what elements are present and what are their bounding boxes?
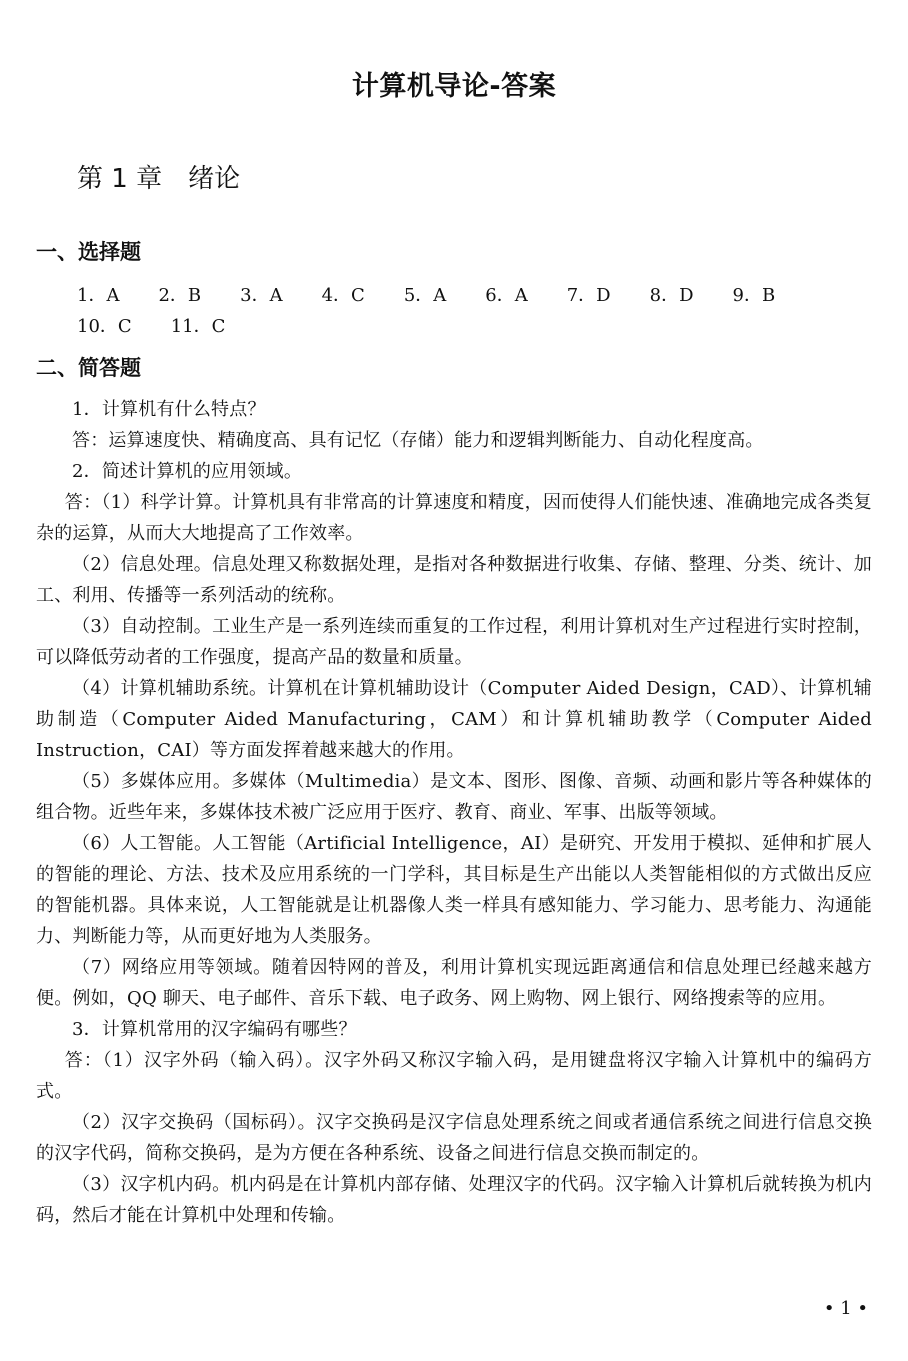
section-heading-multiple-choice: 一、选择题 [36,240,141,264]
answer-item: 8．D [649,285,694,306]
question-3: 3．计算机常用的汉字编码有哪些？ [72,1019,357,1040]
page-number: • 1 • [823,1298,868,1319]
answer-item: 1．A [77,285,120,306]
answer-item: 7．D [566,285,611,306]
answer-3-part-3: （3）汉字机内码。机内码是在计算机内部存储、处理汉字的代码。汉字输入计算机后就转换为机内码，然后才能在计算机中处理和传输。 [36,1174,872,1226]
section-heading-short-answer: 二、简答题 [36,356,141,380]
short-answer-body [36,394,872,1231]
answer-2-part-4: （4）计算机辅助系统。计算机在计算机辅助设计（Computer Aided Design，CAD）、计算机辅助制造（Computer Aided Manufacturing，CAM）和计算机辅助教学（Computer Aided Instruction，CAI）等方面发挥着越来越大的作用。 [36,678,872,761]
answer-3-part-1: 答：（1）汉字外码（输入码）。汉字外码又称汉字输入码，是用键盘将汉字输入计算机中的编码方式。 [36,1050,872,1102]
chapter-title: 第 1 章 绪论 [77,164,241,194]
question-1: 1．计算机有什么特点？ [72,399,266,420]
multiple-choice-answers [77,280,872,342]
answer-3-part-2: （2）汉字交换码（国标码）。汉字交换码是汉字信息处理系统之间或者通信系统之间进行信息交换的汉字代码，简称交换码，是为方便在各种系统、设备之间进行信息交换而制定的。 [36,1112,872,1164]
answer-item: 11．C [170,316,226,337]
question-2: 2．简述计算机的应用领域。 [72,461,303,482]
answer-row [77,280,872,311]
answer-item: 5．A [403,285,447,306]
answer-2-part-3: （3）自动控制。工业生产是一系列连续而重复的工作过程，利用计算机对生产过程进行实时控制，可以降低劳动者的工作强度，提高产品的数量和质量。 [36,616,872,668]
answer-item: 10．C [77,316,132,337]
answer-item: 3．A [240,285,283,306]
answer-2-part-5: （5）多媒体应用。多媒体（Multimedia）是文本、图形、图像、音频、动画和影片等各种媒体的组合物。近些年来，多媒体技术被广泛应用于医疗、教育、商业、军事、出版等领域。 [36,771,872,823]
answer-2-part-2: （2）信息处理。信息处理又称数据处理，是指对各种数据进行收集、存储、整理、分类、统计、加工、利用、传播等一系列活动的统称。 [36,554,872,606]
answer-2-part-1: 答：（1）科学计算。计算机具有非常高的计算速度和精度，因而使得人们能快速、准确地完成各类复杂的运算，从而大大地提高了工作效率。 [36,492,872,544]
answer-item: 9．B [732,285,776,306]
answer-1: 答：运算速度快、精确度高、具有记忆（存储）能力和逻辑判断能力、自动化程度高。 [72,430,764,451]
answer-item: 6．A [485,285,528,306]
answer-2-part-6: （6）人工智能。人工智能（Artificial Intelligence，AI）是研究、开发用于模拟、延伸和扩展人的智能的理论、方法、技术及应用系统的一门学科，其目标是生产出能以人类智能相似的方式做出反应的智能机器。具体来说，人工智能就是让机器像人类一样具有感知能力、学习能力、思考能力、沟通能力、判断能力等，从而更好地为人类服务。 [36,833,872,947]
document-title: 计算机导论-答案 [351,71,557,102]
answer-item: 2．B [158,285,202,306]
answer-item: 4．C [321,285,365,306]
answer-row [77,311,872,342]
answer-2-part-7: （7）网络应用等领域。随着因特网的普及，利用计算机实现远距离通信和信息处理已经越来越方便。例如，QQ 聊天、电子邮件、音乐下载、电子政务、网上购物、网上银行、网络搜索等的应用。 [36,957,872,1009]
